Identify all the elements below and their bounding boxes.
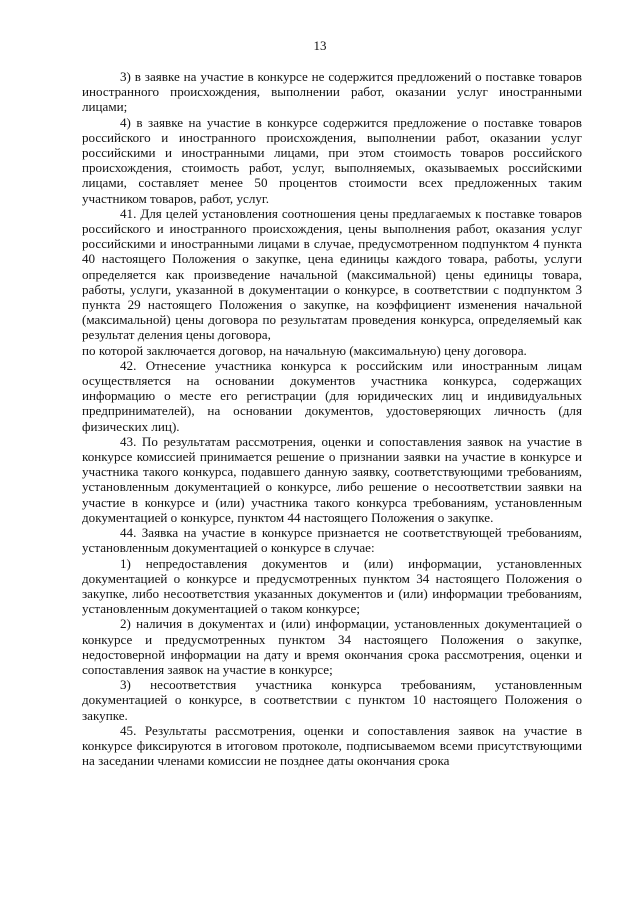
paragraph-clause-41: 41. Для целей установления соотношения цены предлагаемых к поставке товаров российского и иностранного происхождения, цены выполнения работ, оказания услуг российскими и иностранными лицами в случае, предусмотренном подпунктом 4 пункта 40 настоящего Положения о закупке, цена единицы каждого товара, работы, услуги определяется как произведение начальной (максимальной) цены единицы товара, работы, услуги, указанной в документации о конкурсе, в соответствии с подпунктом 3 пункта 29 настоящего Положения о закупке, на коэффициент изменения начальной (максимальной) цены договора по результатам проведения конкурса, определяемый как результат деления цены договора, — [82, 205, 582, 343]
paragraph-clause-42: 42. Отнесение участника конкурса к российским или иностранным лицам осуществляется на основании документов участника конкурса, содержащих информацию о месте его регистрации (для юридических лиц и индивидуальных предпринимателей), на основании документов, удостоверяющих личность (для физических лиц). — [82, 357, 582, 434]
paragraph-item-4: 4) в заявке на участие в конкурсе содержится предложение о поставке товаров российского и иностранного происхождения, выполнении работ, оказании услуг российскими и иностранными лицами, при этом стоимость товаров российского происхождения, стоимость работ, услуг, выполняемых, оказываемых российскими лицами, составляет менее 50 процентов стоимости всех предложенных таким участником товаров, работ, услуг. — [82, 114, 582, 206]
paragraph-clause-45: 45. Результаты рассмотрения, оценки и сопоставления заявок на участие в конкурсе фиксируются в итоговом протоколе, подписываемом всеми присутствующими на заседании членами комиссии не позднее даты окончания срока — [82, 722, 582, 769]
paragraph-clause-44-item-3: 3) несоответствия участника конкурса требованиям, установленным документацией о конкурсе, в соответствии с пунктом 10 настоящего Положения о закупке. — [82, 677, 582, 723]
document-body — [82, 69, 582, 768]
page-number: 13 — [313, 38, 327, 53]
paragraph-clause-44-item-2: 2) наличия в документах и (или) информации, установленных документацией о конкурсе и предусмотренных пунктом 34 настоящего Положения о закупке, недостоверной информации на дату и время окончания срока рассмотрения, оценки и сопоставления заявок на участие в конкурсе; — [82, 616, 582, 677]
paragraph-clause-44: 44. Заявка на участие в конкурсе признается не соответствующей требованиям, установленным документацией о конкурсе в случае: — [82, 525, 582, 556]
paragraph-clause-43: 43. По результатам рассмотрения, оценки и сопоставления заявок на участие в конкурсе комиссией принимается решение о признании заявки на участие в конкурсе и участника такого конкурса, подавшего данную заявку, соответствующими требованиям, установленным документацией о конкурсе, либо решение о несоответствии заявки на участие в конкурсе и (или) участника такого конкурса требованиям, установленным документацией о конкурсе, пунктом 44 настоящего Положения о закупке. — [82, 433, 582, 525]
paragraph-clause-44-item-1: 1) непредоставления документов и (или) информации, установленных документацией о конкурсе и предусмотренных пунктом 34 настоящего Положения о закупке, либо несоответствия указанных документов и (или) информации требованиям, установленным документацией о таком конкурсе; — [82, 555, 582, 617]
paragraph-clause-41-continuation: по которой заключается договор, на начальную (максимальную) цену договора. — [82, 342, 527, 358]
paragraph-item-3: 3) в заявке на участие в конкурсе не содержится предложений о поставке товаров иностранного происхождения, выполнении работ, оказании услуг иностранными лицами; — [82, 69, 582, 115]
